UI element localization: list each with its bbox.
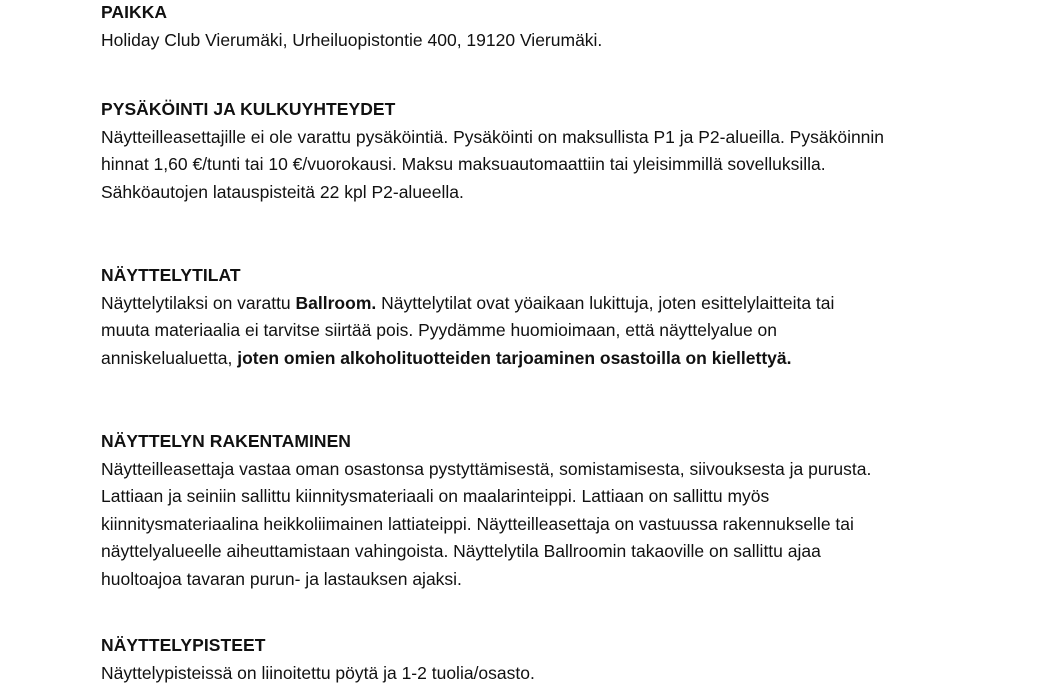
paragraph-construction [101, 456, 961, 594]
text-run: Näyttelytilat ovat yöaikaan lukittuja, joten esittelylaitteita tai [376, 292, 835, 313]
text-line: Sähköautojen latauspisteitä 22 kpl P2-alueella. [101, 181, 464, 202]
text-line: muuta materiaalia ei tarvitse siirtää pois. Pyydämme huomioimaan, että näyttelyalue on [101, 320, 778, 341]
section-parking [101, 96, 961, 206]
bold-text-ballroom: Ballroom. [295, 292, 377, 313]
text-line: Näytteilleasettajille ei ole varattu pysäköintiä. Pysäköinti on maksullista P1 ja P2-alueilla. Pysäköinnin [101, 126, 885, 147]
text-line: Lattiaan ja seiniin sallittu kiinnitysmateriaali on maalarinteippi. Lattiaan on sallittu myös [101, 486, 770, 507]
paragraph-exhibition-stands [101, 660, 961, 687]
heading-location: PAIKKA [101, 2, 168, 22]
text-line [101, 345, 961, 373]
section-exhibition-stands [101, 632, 961, 687]
heading-construction: NÄYTTELYN RAKENTAMINEN [101, 431, 351, 451]
section-construction [101, 428, 961, 594]
heading-parking: PYSÄKÖINTI JA KULKUYHTEYDET [101, 99, 396, 119]
text-line: Holiday Club Vierumäki, Urheiluopistontie 400, 19120 Vierumäki. [101, 29, 603, 50]
text-line: näyttelyalueelle aiheuttamistaan vahingoista. Näyttelytila Ballroomin takaoville on sallittu ajaa [101, 541, 821, 562]
text-run: anniskelualuetta, [101, 347, 238, 368]
paragraph-parking [101, 124, 961, 207]
paragraph-location [101, 27, 961, 55]
section-exhibition-space [101, 262, 961, 372]
text-line [101, 290, 961, 318]
text-line: Näytteilleasettaja vastaa oman osastonsa pystyttämisestä, somistamisesta, siivouksesta ja purusta. [101, 458, 872, 479]
text-line: kiinnitysmateriaalina heikkoliimainen lattiateippi. Näytteilleasettaja on vastuussa rakennukselle tai [101, 513, 854, 534]
heading-exhibition-space: NÄYTTELYTILAT [101, 265, 241, 285]
paragraph-exhibition-space [101, 290, 961, 373]
heading-exhibition-stands: NÄYTTELYPISTEET [101, 635, 266, 655]
text-line: Näyttelypisteissä on liinoitettu pöytä ja 1-2 tuolia/osasto. [101, 662, 535, 683]
bold-text-alcohol-notice: joten omien alkoholituotteiden tarjoaminen osastoilla on kiellettyä. [237, 347, 792, 368]
text-line: hinnat 1,60 €/tunti tai 10 €/vuorokausi. Maksu maksuautomaattiin tai yleisimmillä sovelluksilla. [101, 154, 826, 175]
text-run: Näyttelytilaksi on varattu [101, 292, 296, 313]
text-line: huoltoajoa tavaran purun- ja lastauksen ajaksi. [101, 568, 462, 589]
section-location [101, 0, 961, 54]
